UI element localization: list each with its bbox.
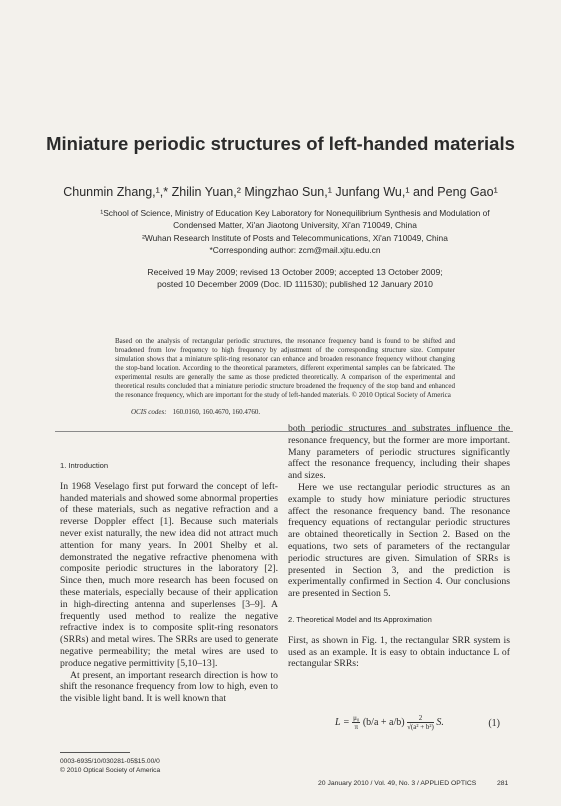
right-paragraph-2: Here we use rectangular periodic structures as an example to study how miniature periodic structures affect the resonance frequency band. The resonance frequency equations of rectangular periodic structures are obtained theoretically in Section 2. Based on the equations, two sets of parameters of the rectangular periodic structures are given. Simulation of SRRs is presented in Section 3, and the prediction is experimentally confirmed in Section 4. Our conclusions are presented in Section 5. [288, 481, 510, 600]
left-column [60, 460, 278, 705]
corresponding-author: *Corresponding author: zcm@mail.xjtu.edu.cn [209, 245, 381, 255]
footnote [60, 757, 160, 775]
ocis-values: 160.0160, 160.4670, 160.4760. [172, 408, 261, 416]
equation-tail: S. [436, 716, 444, 728]
equation-middle: (b/a + a/b) [362, 716, 405, 728]
dates-line-1: Received 19 May 2009; revised 13 October 2009; accepted 13 October 2009; [147, 267, 443, 277]
equation-number: (1) [488, 718, 500, 729]
page-number: 281 [497, 780, 509, 787]
section-2-paragraph-1: First, as shown in Fig. 1, the rectangular SRR system is used as an example. It is easy to obtain inductance L of rectangular SRRs: [288, 634, 510, 670]
section-1-heading: 1. Introduction [60, 461, 109, 470]
intro-paragraph-1: In 1968 Veselago first put forward the concept of left-handed materials and showed some abnormal properties of these materials, such as negative refraction and a reverse Doppler effect [1]. Because such materials never exist naturally, the new idea did not attract much attention for many years. In 2001 Shelby et al. demonstrated the negative refractive phenomena with composite periodic structures in the laboratory [2]. Since then, much more research has been focused on these materials, especially because of their application in high-directing antenna and superlenses [3–9]. A frequently used method to realize the negative refractive index is to composite split-ring resonators (SRRs) and metal wires. The SRRs are used to generate negative permeability; the metal wires are used to produce negative permittivity [5,10–13]. [60, 480, 278, 669]
running-footer: 20 January 2010 / Vol. 49, No. 3 / APPLIED OPTICS [318, 780, 477, 787]
dates-line-2: posted 10 December 2009 (Doc. ID 111530); published 12 January 2010 [157, 279, 433, 289]
right-paragraph-1: both periodic structures and substrates influence the resonance frequency, but the former are more important. Many parameters of periodic structures significantly affect the resonance frequency, including their shapes and sizes. [288, 423, 510, 482]
section-2-heading: 2. Theoretical Model and Its Approximation [288, 614, 432, 624]
ocis-codes [131, 408, 260, 416]
affiliation-2: ²Wuhan Research Institute of Posts and Telecommunications, Xi'an 710049, China [142, 233, 448, 243]
affiliation-1: ¹School of Science, Ministry of Education Key Laboratory for Nonequilibrium Synthesis and Modulation of Condensed Matter, Xi'an Jiaotong University, Xi'an 710049, China [100, 208, 490, 230]
author-list: Chunmin Zhang,¹,* Zhilin Yuan,² Mingzhao Sun,¹ Junfang Wu,¹ and Peng Gao¹ [63, 185, 498, 199]
footnote-copyright: © 2010 Optical Society of America [60, 767, 161, 774]
equation-1 [335, 714, 500, 731]
ocis-label: OCIS codes: [131, 408, 167, 416]
footnote-rule [60, 752, 130, 753]
footnote-code: 0003-6935/10/030281-05$15.00/0 [60, 758, 160, 765]
mu-over-pi: $\frac{\text{μ₀}}{\pi}$ [353, 714, 360, 731]
two-over-root: $\frac{2}{\text{√(a² + b²)}}$ [407, 714, 434, 731]
publication-dates [80, 266, 510, 290]
intro-paragraph-2: At present, an important research direction is how to shift the resonance frequency from low to high, even to the visible light band. It is well known that [60, 669, 278, 705]
paper-title: Miniature periodic structures of left-handed materials [46, 133, 515, 154]
equation-lhs: L = [335, 716, 350, 728]
abstract: Based on the analysis of rectangular periodic structures, the resonance frequency band is found to be shifted and broadened from low frequency to high frequency by adjustment of the corresponding structure size. Computer simulation shows that a miniature split-ring resonator can enhance and broaden resonance frequency without changing the stop-band location. According to the theoretical parameters, different experimental samples can be fabricated. The experimental results are generally the same as those predicted theoretically. A comparison of the experimental and theoretical results concluded that a miniature periodic structure broadened the frequency of the stop band and enhanced the resonance frequency, which are important for the study of left-handed materials. © 2010 Optical Society of America [115, 337, 455, 399]
right-column [288, 423, 510, 670]
